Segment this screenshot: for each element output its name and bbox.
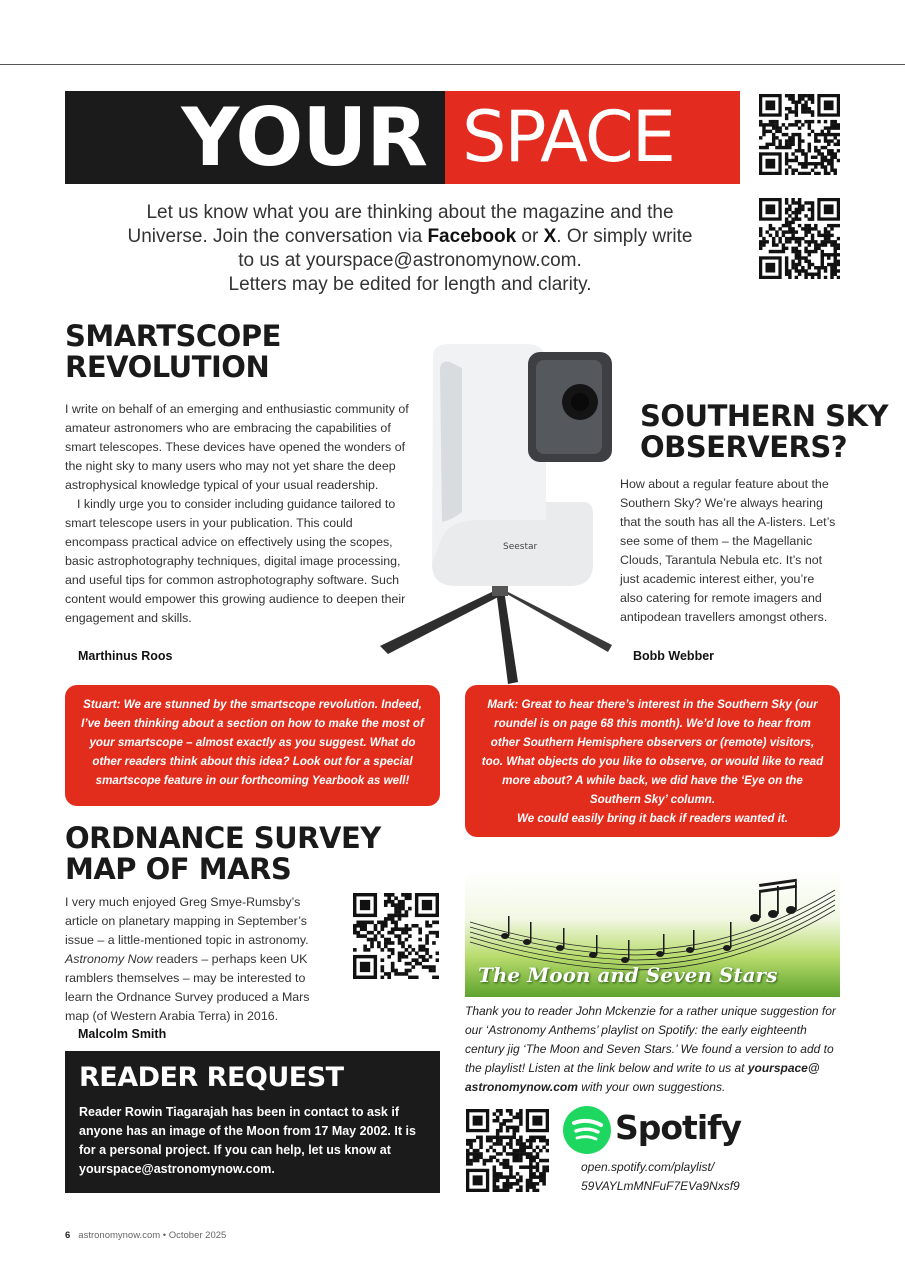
playlist-text-b: with your own suggestions. [577, 1080, 726, 1094]
footer-text: astronomynow.com • October 2025 [78, 1230, 227, 1241]
spotify-wordmark: Spotify [615, 1108, 742, 1147]
smartscope-title-1: SMARTSCOPE [65, 319, 281, 353]
facebook-link[interactable]: Facebook [427, 226, 517, 247]
music-title: The Moon and Seven Stars [478, 963, 778, 987]
page-footer [65, 1230, 226, 1241]
reader-request-title: READER REQUEST [79, 1062, 344, 1093]
smartscope-editor-reply [65, 685, 440, 806]
playlist-text-a: Thank you to reader John Mckenzie for a rather unique suggestion for our ‘Astronomy Anthems’ playlist on Spotify: the early eighteenth century jig ‘The Moon and Seven Stars.’ We found a version to add to the playlist! Listen at the link below and write to us at [465, 1004, 836, 1075]
reader-request-text: Reader Rowin Tiagarajah has been in contact to ask if anyone has an image of the Moon from 17 May 2002. It is for a personal project. If you can help, let us know at yourspace@astronomynow.com. [79, 1105, 416, 1176]
intro-line-4: Letters may be edited for length and clarity. [228, 274, 592, 295]
southern-signature: Bobb Webber [633, 649, 715, 663]
facebook-qr-code[interactable] [759, 94, 840, 175]
ordnance-title-2: MAP OF MARS [65, 852, 292, 886]
intro-text-b: . Or simply write [556, 226, 693, 247]
spotify-link-line-2[interactable]: 59VAYLmMNFuF7EVa9Nxsf9 [581, 1179, 740, 1193]
southern-title-2: OBSERVERS? [640, 430, 848, 464]
southern-editor-reply [465, 685, 840, 837]
intro-email-line: to us at yourspace@astronomynow.com. [238, 250, 582, 271]
ordnance-magazine-name: Astronomy Now [65, 952, 153, 966]
smartscope-paragraph-1: I write on behalf of an emerging and enthusiastic community of amateur astronomers who are embracing the capabilities of smart telescopes. These devices have opened the wonders of the night sky to many users who may not yet share the deep astrophysical knowledge typical of your usual readership. [65, 402, 409, 492]
playlist-text [465, 1002, 843, 1097]
southern-reply-text: Mark: Great to hear there’s interest in the Southern Sky (our roundel is on page 68 this month). We’d love to hear from other Southern Hemisphere observers or (remote) visitors, too. What objects do you like to observe, or would like to read more about? A while back, we did have the ‘Eye on the Southern Sky’ column. [481, 698, 824, 806]
spotify-qr-code[interactable] [466, 1109, 549, 1192]
ordnance-heading [65, 823, 381, 885]
playlist-email-link[interactable]: yourspace@ astronomynow.com [465, 1061, 820, 1094]
intro-text-a: Universe. Join the conversation via [127, 226, 428, 247]
spotify-playlist-link[interactable] [581, 1158, 831, 1196]
smartscope-paragraph-2: I kindly urge you to consider including guidance tailored to smart telescope users in your publication. This could encompass practical advice on effectively using the scopes, basic astrophotography techniques, digital image processing, and useful tips for common astrophotography software. Such content would empower this growing audience to deepen their engagement and skills. [65, 497, 406, 625]
smartscope-title-2: REVOLUTION [65, 350, 270, 384]
ordnance-text-b: readers – perhaps keen UK ramblers themselves – may be interested to learn the Ordnance Survey produced a Mars map (of Western Arabia Terra) in 2016. [65, 952, 310, 1023]
ordnance-text-a: I very much enjoyed Greg Smye-Rumsby’s article on planetary mapping in September’s issue – a little-mentioned topic in astronomy. [65, 895, 309, 947]
ordnance-title-1: ORDNANCE SURVEY [65, 821, 381, 855]
smartscope-heading [65, 321, 281, 383]
ordnance-paragraph [65, 893, 327, 1026]
ordnance-signature: Malcolm Smith [78, 1027, 167, 1041]
smartscope-body [65, 400, 410, 628]
banner-your-text: YOUR [181, 91, 427, 184]
seestar-brand-label: Seestar [503, 542, 538, 552]
smartscope-signature: Marthinus Roos [78, 649, 173, 663]
ordnance-body [65, 893, 327, 1026]
intro-line-2 [100, 225, 720, 249]
spotify-logo-icon [563, 1106, 611, 1154]
banner-space-text: SPACE [462, 96, 674, 178]
seestar-smart-telescope-image [378, 342, 613, 687]
intro-line-1: Let us know what you are thinking about the magazine and the [146, 202, 674, 223]
southern-title-1: SOUTHERN SKY [640, 399, 889, 433]
spotify-link-line-1[interactable]: open.spotify.com/playlist/ [581, 1160, 715, 1174]
intro-text-or: or [516, 226, 544, 247]
x-qr-code[interactable] [759, 198, 840, 279]
southern-heading [640, 401, 888, 463]
page-number: 6 [65, 1230, 71, 1241]
southern-body [620, 475, 838, 627]
intro-text [100, 201, 720, 297]
southern-paragraph-1: How about a regular feature about the Southern Sky? We’re always hearing that the south has all the A-listers. Let’s see some of them – the Magellanic Clouds, Tarantula Nebula etc. It’s not just academic interest either, you’re also catering for remote imagers and antipodean travellers amongst others. [620, 477, 836, 624]
x-link[interactable]: X [543, 226, 557, 247]
smartscope-reply-text: Stuart: We are stunned by the smartscope revolution. Indeed, I’ve been thinking about a section on how to make the most of your smartscope – almost exactly as you suggest. What do other readers think about this idea? Look out for a special smartscope feature in our forthcoming Yearbook as well! [81, 698, 424, 787]
ordnance-mars-map-qr-code[interactable] [353, 893, 439, 979]
southern-reply-text-2: We could easily bring it back if readers wanted it. [516, 812, 789, 825]
top-rule [0, 64, 905, 65]
